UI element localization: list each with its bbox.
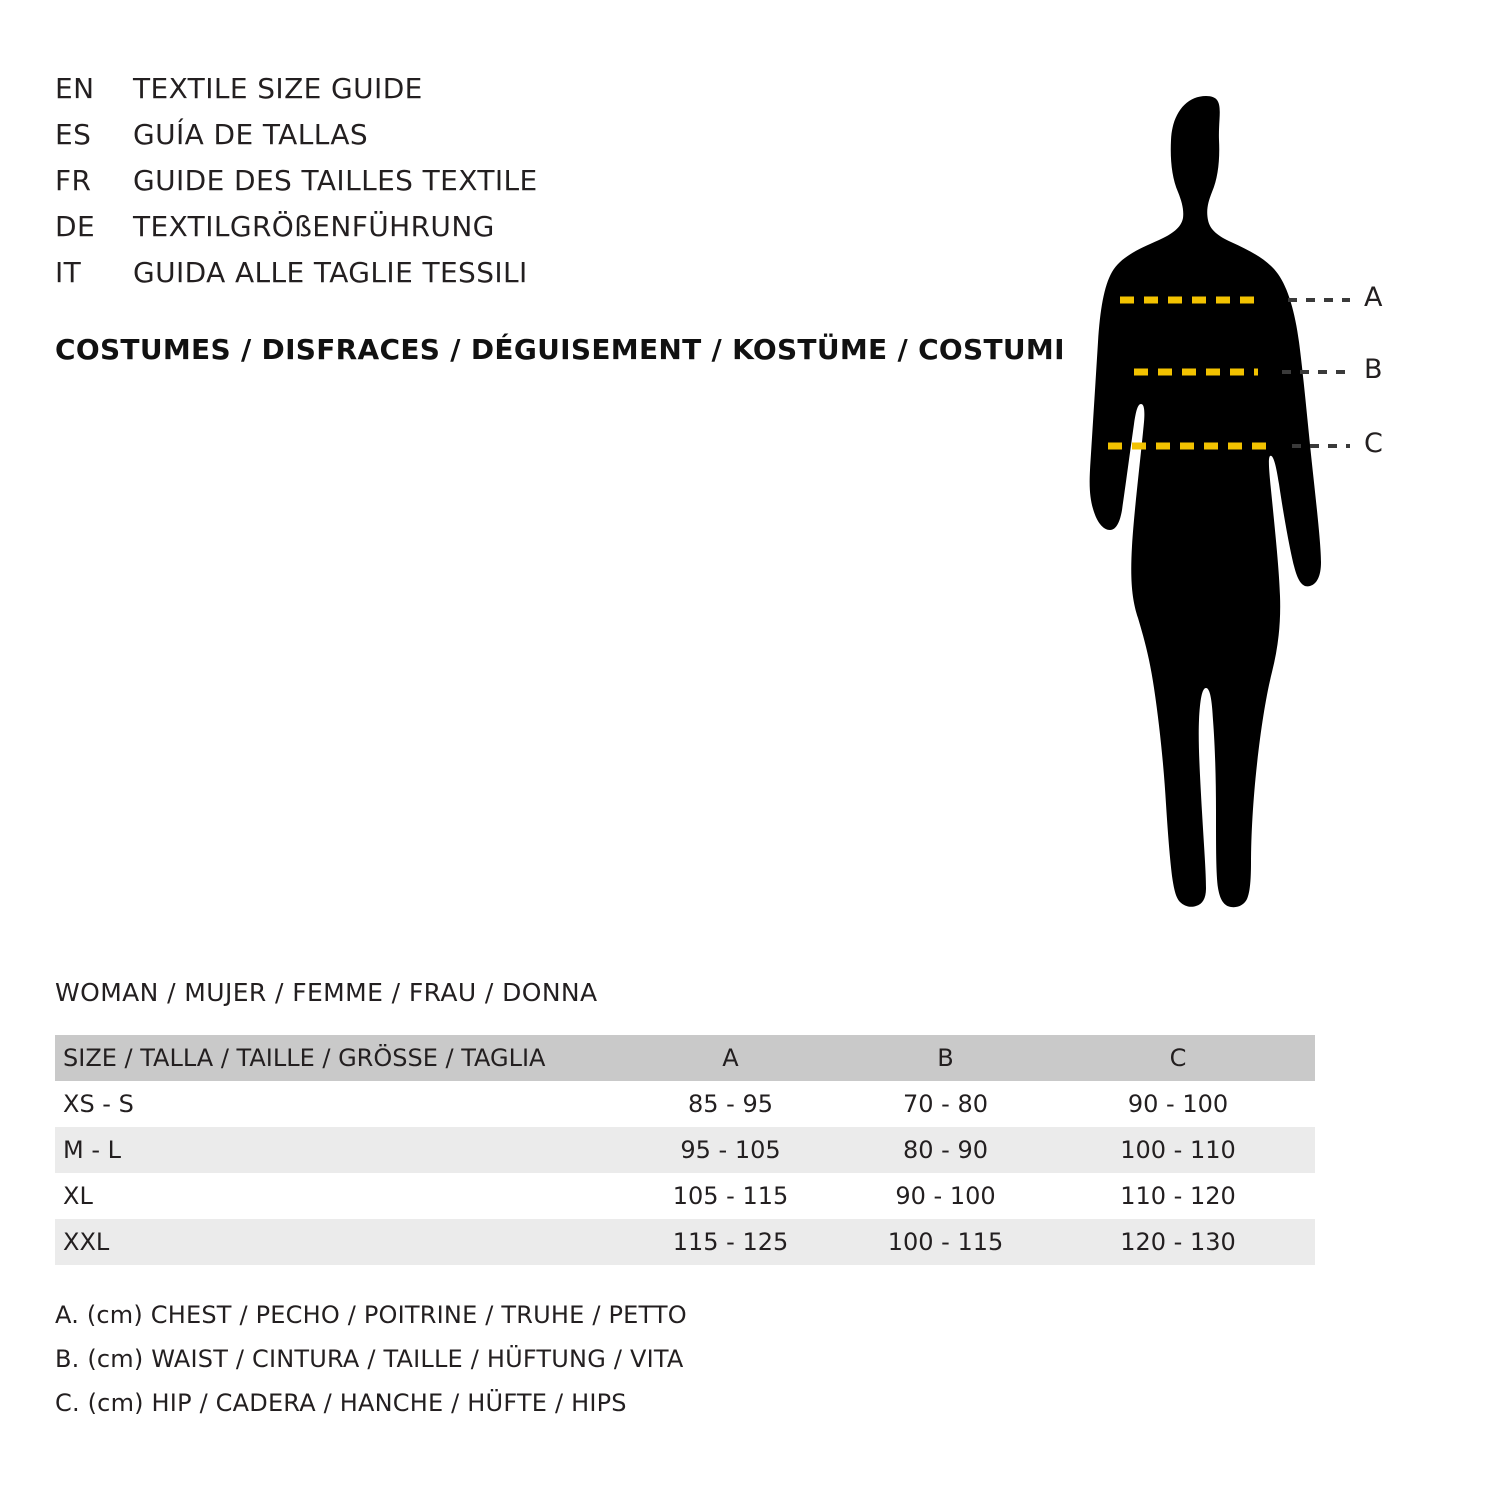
language-text-it: GUIDA ALLE TAGLIE TESSILI xyxy=(133,256,528,289)
language-code-de: DE xyxy=(55,210,96,243)
language-code-en: EN xyxy=(55,72,95,105)
table-row xyxy=(55,1173,1315,1219)
marker-label-a: A xyxy=(1364,282,1383,313)
cell-c: 90 - 100 xyxy=(1127,1090,1229,1118)
language-text-de: TEXTILGRÖßENFÜHRUNG xyxy=(133,210,495,243)
silhouette-body xyxy=(1090,96,1321,907)
legend-block xyxy=(55,1293,687,1425)
legend-line-a: A. (cm) CHEST / PECHO / POITRINE / TRUHE / PETTO xyxy=(55,1301,687,1329)
size-table xyxy=(55,1035,1315,1265)
table-title: WOMAN / MUJER / FEMME / FRAU / DONNA xyxy=(55,978,598,1007)
cell-size: XXL xyxy=(63,1228,110,1256)
cell-b: 80 - 90 xyxy=(903,1136,988,1164)
language-text-es: GUÍA DE TALLAS xyxy=(133,118,369,151)
legend-line-c: C. (cm) HIP / CADERA / HANCHE / HÜFTE / HIPS xyxy=(55,1389,627,1417)
language-code-es: ES xyxy=(55,118,92,151)
cell-b: 100 - 115 xyxy=(887,1228,1004,1256)
table-row xyxy=(55,1219,1315,1265)
column-header-pad xyxy=(1303,1035,1315,1081)
marker-label-b: B xyxy=(1364,354,1383,385)
language-header-block xyxy=(55,72,1035,302)
cell-size: XS - S xyxy=(63,1090,134,1118)
cell-c: 100 - 110 xyxy=(1120,1136,1236,1164)
cell-pad xyxy=(1303,1219,1315,1265)
language-code-fr: FR xyxy=(55,164,92,197)
silhouette-svg xyxy=(1020,60,1480,960)
cell-a: 95 - 105 xyxy=(680,1136,781,1164)
category-title: COSTUMES / DISFRACES / DÉGUISEMENT / KOSTÜME / COSTUMI xyxy=(55,333,1065,366)
cell-a: 85 - 95 xyxy=(688,1090,773,1118)
marker-label-c: C xyxy=(1364,428,1383,459)
cell-c: 110 - 120 xyxy=(1120,1182,1236,1210)
cell-b: 70 - 80 xyxy=(903,1090,988,1118)
table-header-row xyxy=(55,1035,1315,1081)
language-code-it: IT xyxy=(55,256,82,289)
cell-pad xyxy=(1303,1081,1315,1127)
cell-a: 115 - 125 xyxy=(672,1228,789,1256)
table-head xyxy=(55,1035,1315,1081)
language-row-fr xyxy=(55,164,1035,210)
table-row xyxy=(55,1127,1315,1173)
cell-pad xyxy=(1303,1173,1315,1219)
language-row-en xyxy=(55,72,1035,118)
column-header-b: B xyxy=(937,1044,954,1072)
column-header-a: A xyxy=(722,1044,739,1072)
cell-pad xyxy=(1303,1127,1315,1173)
language-row-es xyxy=(55,118,1035,164)
figure-silhouette-woman xyxy=(1020,60,1480,960)
cell-size: XL xyxy=(63,1182,93,1210)
language-row-de xyxy=(55,210,1035,256)
cell-c: 120 - 130 xyxy=(1120,1228,1236,1256)
cell-a: 105 - 115 xyxy=(672,1182,789,1210)
cell-size: M - L xyxy=(63,1136,121,1164)
table-row xyxy=(55,1081,1315,1127)
language-text-fr: GUIDE DES TAILLES TEXTILE xyxy=(133,164,538,197)
table-body xyxy=(55,1081,1315,1265)
column-header-c: C xyxy=(1169,1044,1187,1072)
language-row-it xyxy=(55,256,1035,302)
column-header-size: SIZE / TALLA / TAILLE / GRÖSSE / TAGLIA xyxy=(63,1044,546,1072)
language-text-en: TEXTILE SIZE GUIDE xyxy=(133,72,423,105)
cell-b: 90 - 100 xyxy=(895,1182,996,1210)
legend-line-b: B. (cm) WAIST / CINTURA / TAILLE / HÜFTUNG / VITA xyxy=(55,1345,684,1373)
